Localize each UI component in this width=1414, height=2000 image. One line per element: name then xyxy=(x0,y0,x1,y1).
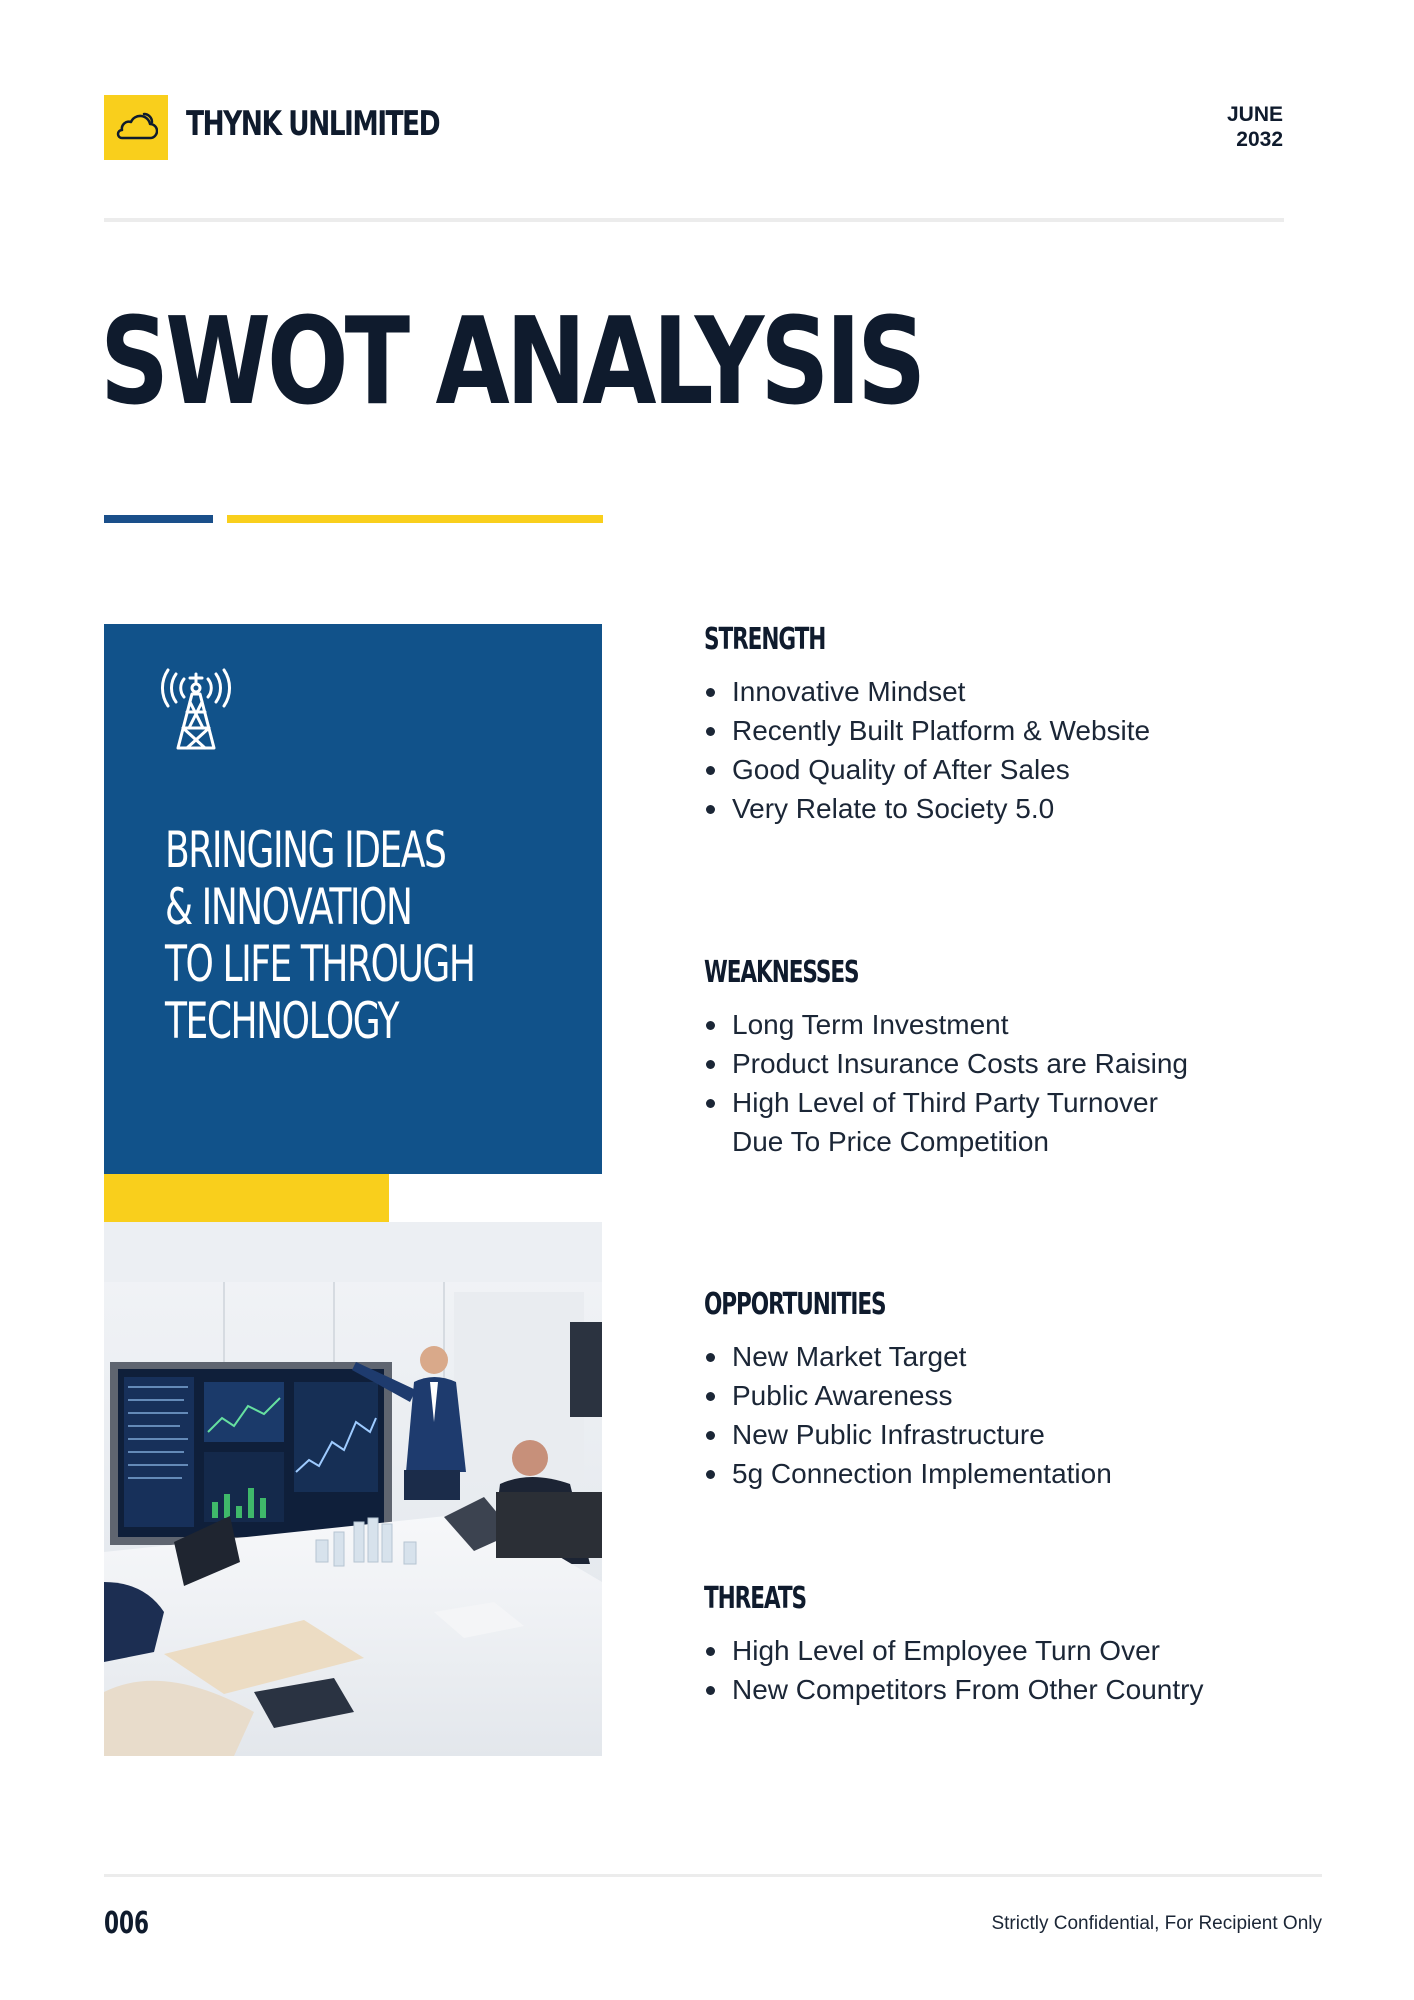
page-title: SWOT ANALYSIS xyxy=(100,293,923,432)
bullet-icon xyxy=(706,1647,715,1656)
opportunities-section xyxy=(704,1285,1304,1493)
bullet-icon xyxy=(706,1470,715,1479)
opportunities-list xyxy=(704,1337,1304,1493)
list-item-text: Innovative Mindset xyxy=(732,676,966,707)
accent-bar-yellow xyxy=(227,515,603,523)
list-item-text: High Level of Employee Turn Over xyxy=(732,1635,1160,1666)
tagline-line: & INNOVATION xyxy=(165,878,412,936)
strength-heading: STRENGTH xyxy=(704,622,826,657)
bullet-icon xyxy=(706,688,715,697)
date-year: 2032 xyxy=(1236,128,1283,151)
confidential-note: Strictly Confidential, For Recipient Only xyxy=(991,1913,1322,1934)
date-month: JUNE xyxy=(1226,103,1283,126)
list-item xyxy=(704,789,1304,828)
bullet-icon xyxy=(706,727,715,736)
list-item xyxy=(704,1044,1304,1083)
bullet-icon xyxy=(706,1353,715,1362)
weaknesses-section xyxy=(704,953,1304,1161)
list-item-text: High Level of Third Party Turnover xyxy=(732,1087,1158,1118)
tagline-line: BRINGING IDEAS xyxy=(165,821,446,879)
bullet-icon xyxy=(706,1060,715,1069)
weaknesses-list xyxy=(704,1005,1304,1161)
bullet-icon xyxy=(706,1099,715,1108)
bullet-icon xyxy=(706,1392,715,1401)
logo xyxy=(104,95,168,160)
list-item-text: Very Relate to Society 5.0 xyxy=(732,793,1055,824)
list-item xyxy=(704,1337,1304,1376)
page-number: 006 xyxy=(104,1906,150,1941)
list-item-text: Long Term Investment xyxy=(732,1009,1009,1040)
strength-list xyxy=(704,672,1304,828)
accent-bar-blue xyxy=(104,515,213,523)
brand-name: THYNK UNLIMITED xyxy=(186,104,440,144)
cloud-icon xyxy=(114,108,158,146)
report-date xyxy=(1227,102,1283,152)
list-item xyxy=(704,1083,1304,1122)
weaknesses-heading: WEAKNESSES xyxy=(704,955,859,990)
list-item-text: Public Awareness xyxy=(732,1380,953,1411)
list-item-text: New Public Infrastructure xyxy=(732,1419,1045,1450)
list-item-text: Good Quality of After Sales xyxy=(732,754,1070,785)
list-item xyxy=(704,1376,1304,1415)
list-item-continuation xyxy=(704,1122,1304,1161)
tagline xyxy=(165,822,585,1050)
tagline-line: TECHNOLOGY xyxy=(165,992,399,1050)
tagline-line: TO LIFE THROUGH xyxy=(165,935,475,993)
list-item-text: Due To Price Competition xyxy=(732,1126,1049,1157)
bullet-icon xyxy=(706,1431,715,1440)
tagline-panel xyxy=(104,624,602,1174)
list-item-text: 5g Connection Implementation xyxy=(732,1458,1112,1489)
list-item xyxy=(704,1670,1304,1709)
list-item-text: New Competitors From Other Country xyxy=(732,1674,1204,1705)
list-item-text: Recently Built Platform & Website xyxy=(732,715,1151,746)
threats-list xyxy=(704,1631,1304,1709)
bullet-icon xyxy=(706,1686,715,1695)
list-item xyxy=(704,1415,1304,1454)
list-item xyxy=(704,1454,1304,1493)
list-item xyxy=(704,750,1304,789)
list-item-text: Product Insurance Costs are Raising xyxy=(732,1048,1188,1079)
list-item xyxy=(704,672,1304,711)
footer-divider xyxy=(104,1874,1322,1877)
list-item xyxy=(704,1005,1304,1044)
strength-section xyxy=(704,620,1304,828)
threats-heading: THREATS xyxy=(704,1581,806,1616)
list-item xyxy=(704,1631,1304,1670)
header-divider xyxy=(104,218,1284,222)
opportunities-heading: OPPORTUNITIES xyxy=(704,1287,886,1322)
accent-strip-yellow xyxy=(104,1174,389,1222)
list-item-text: New Market Target xyxy=(732,1341,967,1372)
bullet-icon xyxy=(706,805,715,814)
threats-section xyxy=(704,1579,1304,1709)
radio-tower-icon xyxy=(156,666,236,754)
bullet-icon xyxy=(706,766,715,775)
meeting-photo xyxy=(104,1222,602,1756)
bullet-icon xyxy=(706,1021,715,1030)
list-item xyxy=(704,711,1304,750)
